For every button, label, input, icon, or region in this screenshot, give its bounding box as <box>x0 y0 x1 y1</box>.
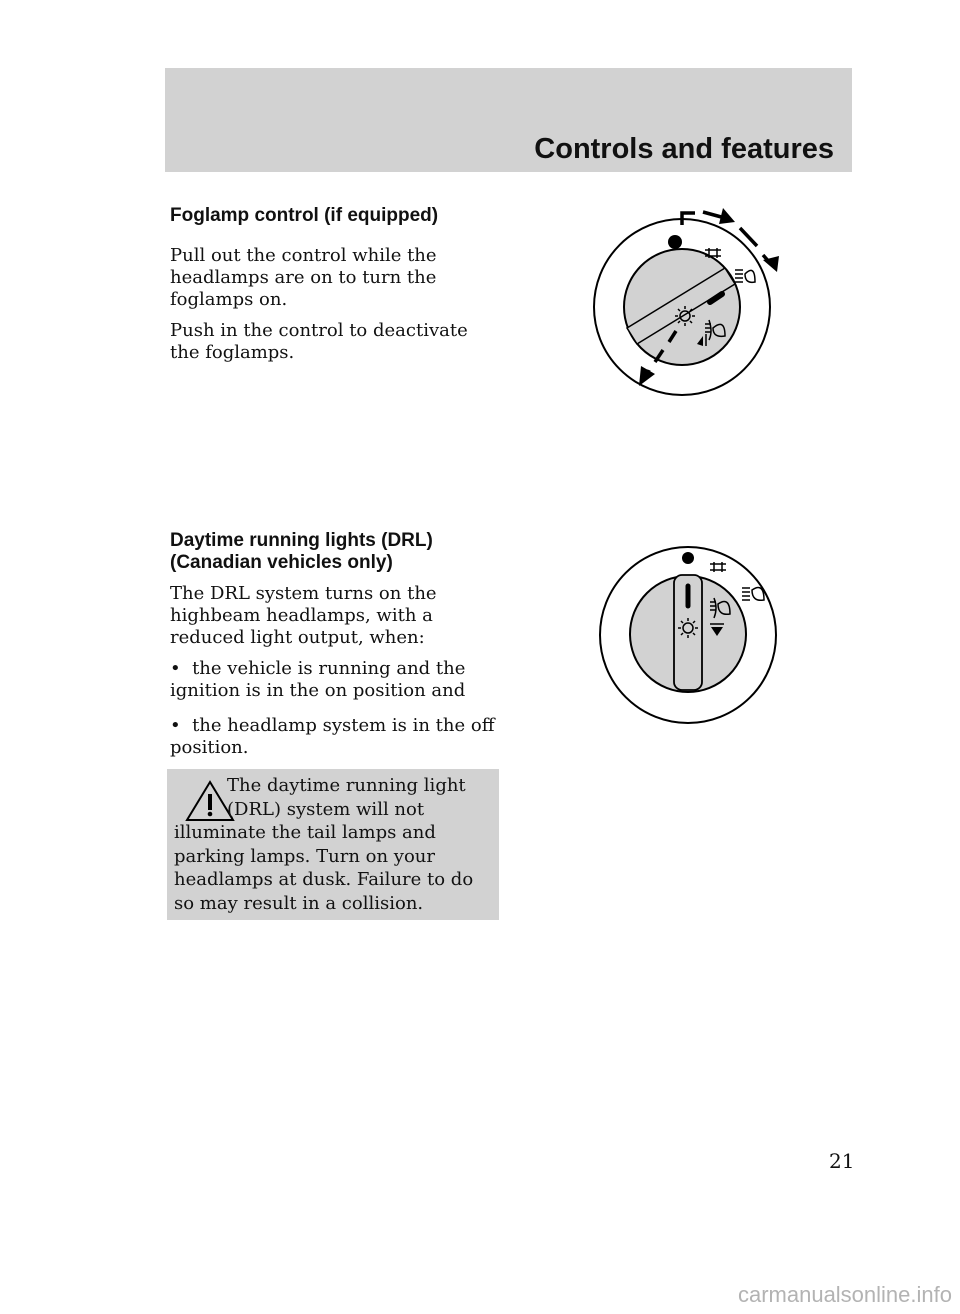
warning-box <box>167 769 499 920</box>
warning-line-2: (DRL) system will not <box>227 798 425 820</box>
warning-body: illuminate the tail lamps and parking lamps. Turn on your headlamps at dusk. Failure to do so may result in a collision. <box>174 822 474 914</box>
foglamp-heading: Foglamp control (if equipped) <box>170 205 439 226</box>
page-title: Controls and features <box>534 133 834 165</box>
off-position-dot <box>668 235 682 249</box>
list-item <box>170 715 505 759</box>
drl-heading-line-1: Daytime running lights (DRL) <box>170 530 433 551</box>
foglamp-control-diagram <box>585 200 795 410</box>
warning-line-1: The daytime running light <box>227 775 466 796</box>
drl-heading-line-2: (Canadian vehicles only) <box>170 552 393 573</box>
foglamp-paragraph-2: Push in the control to deactivate the foglamps. <box>170 320 468 363</box>
dial-knob <box>624 249 740 365</box>
list-item <box>170 658 505 702</box>
off-position-dot <box>682 552 694 564</box>
bullet-glyph: • <box>170 658 181 679</box>
header-band <box>165 68 852 172</box>
drl-intro-paragraph: The DRL system turns on the highbeam headlamps, with a reduced light output, when: <box>170 583 437 648</box>
page-number: 21 <box>829 1149 855 1173</box>
bullet-text: the headlamp system is in the off position. <box>170 715 495 758</box>
watermark: carmanualsonline.info <box>737 1282 952 1307</box>
drl-control-diagram <box>588 530 788 730</box>
foglamp-paragraph-1: Pull out the control while the headlamps are on to turn the foglamps on. <box>170 245 437 310</box>
warning-text <box>174 774 492 915</box>
bullet-text: the vehicle is running and the ignition is in the on position and <box>170 658 466 701</box>
bullet-glyph: • <box>170 715 181 736</box>
